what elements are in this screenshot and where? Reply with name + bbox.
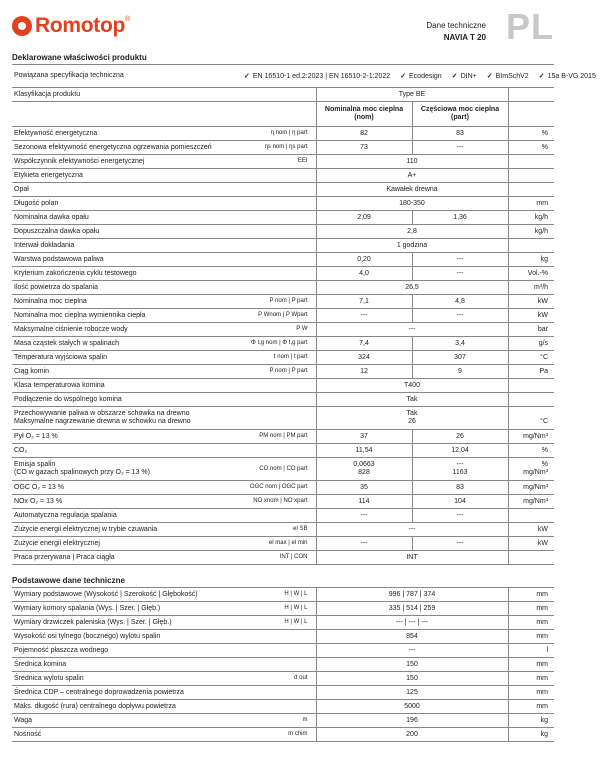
property-symbol: P W (242, 323, 316, 337)
property-value-nom: 35 (316, 481, 412, 495)
property-value-part: 9 (412, 365, 508, 379)
property-label: Masa cząstek stałych w spalinach (12, 337, 242, 351)
property-label: Klasa temperaturowa komina (12, 379, 242, 393)
property-row (12, 225, 554, 239)
column-header-row (12, 102, 554, 127)
basic-data-symbol (242, 658, 316, 672)
property-unit: % mg/Nm³ (508, 458, 554, 481)
property-symbol (242, 509, 316, 523)
property-row (12, 197, 554, 211)
property-value-part: 26 (412, 430, 508, 444)
basic-data-label: Wysokość osi tylnego (bocznego) wylotu spalin (12, 630, 242, 644)
property-label: Temperatura wyjściowa spalin (12, 351, 242, 365)
basic-data-label: Wymiary drzwiczek paleniska (Wys. | Szer. | Głęb.) (12, 616, 242, 630)
property-unit (508, 155, 554, 169)
model-name: NAVIA T 20 (443, 33, 486, 42)
basic-data-value: 200 (316, 728, 508, 742)
property-label: Maksymalne ciśnienie robocze wody (12, 323, 242, 337)
property-value-nom: 0,20 (316, 253, 412, 267)
property-label: Przechowywanie paliwa w obszarze schowka na drewno Maksymalne nagrzewanie drewna w schowku na drewno (12, 407, 242, 430)
property-row (12, 509, 554, 523)
property-value-part: 12,04 (412, 444, 508, 458)
property-value-nom: 12 (316, 365, 412, 379)
property-row (12, 393, 554, 407)
property-row (12, 141, 554, 155)
basic-data-table (12, 587, 554, 742)
property-symbol: el SB (242, 523, 316, 537)
property-value-part: --- (412, 537, 508, 551)
property-symbol (242, 379, 316, 393)
property-value-nom: --- (316, 509, 412, 523)
property-symbol: P Wnom | P Wpart (242, 309, 316, 323)
property-unit: kW (508, 309, 554, 323)
property-row (12, 239, 554, 253)
property-value-nom: 4,0 (316, 267, 412, 281)
property-label: Ilość powietrza do spalania (12, 281, 242, 295)
basic-data-value: 335 | 514 | 259 (316, 602, 508, 616)
property-label: Dopuszczalna dawka opału (12, 225, 242, 239)
property-value-part: 104 (412, 495, 508, 509)
basic-data-row (12, 700, 554, 714)
property-value-nom: 82 (316, 127, 412, 141)
basic-data-label: Wymiary podstawowe (Wysokość | Szerokość | Głębokość) (12, 588, 242, 602)
property-value-part: --- 1163 (412, 458, 508, 481)
property-unit: m³/h (508, 281, 554, 295)
property-unit (508, 183, 554, 197)
property-label: Emisja spalin (CO w gazach spalinowych przy O₂ = 13 %) (12, 458, 242, 481)
property-unit: kg/h (508, 225, 554, 239)
logo-mark-icon (12, 16, 32, 36)
logo-text: Romotop (35, 14, 126, 37)
property-label: Długość polan (12, 197, 242, 211)
property-unit: kW (508, 295, 554, 309)
property-label: Opał (12, 183, 242, 197)
basic-data-value: --- | --- | --- (316, 616, 508, 630)
basic-data-value: 150 (316, 658, 508, 672)
property-row (12, 407, 554, 430)
doc-subtitle: Dane techniczne (426, 21, 486, 30)
property-row (12, 379, 554, 393)
property-value-part: 307 (412, 351, 508, 365)
property-row (12, 267, 554, 281)
property-row (12, 295, 554, 309)
property-label: Zużycie energii elektrycznej w trybie czuwania (12, 523, 242, 537)
property-value-part: --- (412, 141, 508, 155)
basic-data-value: --- (316, 644, 508, 658)
check-icon: ✓ (451, 72, 458, 80)
basic-data-row (12, 686, 554, 700)
basic-data-symbol: m (242, 714, 316, 728)
property-unit: bar (508, 323, 554, 337)
property-unit: kW (508, 537, 554, 551)
basic-data-row (12, 728, 554, 742)
basic-data-label: Waga (12, 714, 242, 728)
property-label: CO₂ (12, 444, 242, 458)
basic-data-value: 150 (316, 672, 508, 686)
property-symbol (242, 393, 316, 407)
property-value: Tak 26 (316, 407, 508, 430)
spec-item: ✓ EN 16510-1 ed.2:2023 | EN 16510-2-1:2022 (244, 72, 391, 80)
declared-properties-table (12, 64, 596, 565)
property-symbol (242, 197, 316, 211)
property-unit (508, 379, 554, 393)
col-header-part: Częściowa moc cieplna (part) (412, 102, 508, 127)
property-symbol: OGC nom | OGC part (242, 481, 316, 495)
property-row (12, 281, 554, 295)
property-label: NOx O₂ = 13 % (12, 495, 242, 509)
classification-row (12, 88, 554, 102)
property-symbol: PM nom | PM part (242, 430, 316, 444)
property-unit: °C (508, 351, 554, 365)
basic-data-label: Wymiary komory spalania (Wys. | Szer. | Głęb.) (12, 602, 242, 616)
basic-data-unit: mm (508, 700, 554, 714)
property-value-nom: 37 (316, 430, 412, 444)
property-row (12, 211, 554, 225)
basic-data-unit: l (508, 644, 554, 658)
property-row (12, 127, 554, 141)
property-label: Ciąg komin (12, 365, 242, 379)
romotop-logo: Romotop ® (12, 14, 130, 38)
property-label: Automatyczna regulacja spalania (12, 509, 242, 523)
property-symbol: t nom | t part (242, 351, 316, 365)
property-symbol: INT | CON (242, 551, 316, 565)
col-header-nom: Nominalna moc cieplna (nom) (316, 102, 412, 127)
basic-data-symbol (242, 630, 316, 644)
property-row (12, 430, 554, 444)
property-symbol: CO nom | CO part (242, 458, 316, 481)
property-symbol (242, 211, 316, 225)
basic-data-label: Maks. długość (rura) centralnego dopływu powietrza (12, 700, 242, 714)
property-value-part: --- (412, 253, 508, 267)
spec-items (242, 65, 596, 88)
property-unit: % (508, 127, 554, 141)
property-value-nom: 0,0663 828 (316, 458, 412, 481)
property-label: Interwał dokładania (12, 239, 242, 253)
basic-data-symbol: H | W | L (242, 616, 316, 630)
classification-label: Klasyfikacja produktu (12, 88, 242, 102)
spec-row (12, 65, 554, 88)
property-row (12, 495, 554, 509)
property-symbol: P nom | P part (242, 365, 316, 379)
section-title-basic: Podstawowe dane techniczne (12, 576, 125, 585)
basic-data-row (12, 644, 554, 658)
property-symbol (242, 183, 316, 197)
property-label: Sezonowa efektywność energetyczna ogrzewania pomieszczeń (12, 141, 242, 155)
property-value-part: 3,4 (412, 337, 508, 351)
property-row (12, 337, 554, 351)
property-symbol (242, 169, 316, 183)
basic-data-value: 125 (316, 686, 508, 700)
property-label: Warstwa podstawowa paliwa (12, 253, 242, 267)
property-symbol: NO xnom | NO xpart (242, 495, 316, 509)
basic-data-unit: mm (508, 588, 554, 602)
basic-data-row (12, 630, 554, 644)
basic-data-unit: kg (508, 728, 554, 742)
property-symbol (242, 225, 316, 239)
property-unit: kg (508, 253, 554, 267)
basic-data-unit: kg (508, 714, 554, 728)
property-row (12, 551, 554, 565)
property-row (12, 365, 554, 379)
property-label: Pył O₂ = 13 % (12, 430, 242, 444)
property-value-nom: 114 (316, 495, 412, 509)
spec-item: ✓ 15a B-VG 2015 (538, 72, 596, 80)
property-unit: kg/h (508, 211, 554, 225)
basic-data-row (12, 672, 554, 686)
property-unit: mm (508, 197, 554, 211)
property-row (12, 309, 554, 323)
property-value: --- (316, 323, 508, 337)
property-label: Etykieta energetyczna (12, 169, 242, 183)
property-unit: °C (508, 407, 554, 430)
basic-data-row (12, 616, 554, 630)
property-unit: Pa (508, 365, 554, 379)
doc-heading (426, 20, 486, 44)
basic-data-label: Średnica wylotu spalin (12, 672, 242, 686)
property-value-part: 4,8 (412, 295, 508, 309)
basic-data-value: 5000 (316, 700, 508, 714)
property-value-nom: 7,4 (316, 337, 412, 351)
basic-data-symbol: m chim (242, 728, 316, 742)
property-unit: Vol.-% (508, 267, 554, 281)
property-label: Efektywność energetyczna (12, 127, 242, 141)
check-icon: ✓ (244, 72, 250, 80)
property-value-nom: 2,09 (316, 211, 412, 225)
property-row (12, 458, 554, 481)
basic-data-symbol (242, 644, 316, 658)
basic-data-row (12, 714, 554, 728)
property-unit: mg/Nm³ (508, 481, 554, 495)
property-symbol (242, 267, 316, 281)
classification-value: Type BE (316, 88, 508, 102)
property-value-nom: 11,54 (316, 444, 412, 458)
property-unit: g/s (508, 337, 554, 351)
property-value: --- (316, 523, 508, 537)
property-unit (508, 509, 554, 523)
property-symbol: η nom | η part (242, 127, 316, 141)
basic-data-label: Pojemność płaszcza wodnego (12, 644, 242, 658)
property-value: Kawałek drewna (316, 183, 508, 197)
basic-data-symbol (242, 700, 316, 714)
basic-data-row (12, 658, 554, 672)
property-value: 1 godzina (316, 239, 508, 253)
basic-data-label: Średnica CDP – centralnego doprowadzenia powietrza (12, 686, 242, 700)
property-value-nom: 7,1 (316, 295, 412, 309)
property-symbol: el max | el min (242, 537, 316, 551)
spec-label: Powiązana specyfikacja techniczna (12, 65, 242, 88)
property-value: 110 (316, 155, 508, 169)
basic-data-unit: mm (508, 602, 554, 616)
basic-data-row (12, 588, 554, 602)
spec-item: ✓ BImSchV2 (486, 72, 529, 80)
property-value: T400 (316, 379, 508, 393)
property-row (12, 537, 554, 551)
property-symbol (242, 239, 316, 253)
spec-item: ✓ DIN+ (451, 72, 477, 80)
property-value: 180-350 (316, 197, 508, 211)
basic-data-label: Średnica komina (12, 658, 242, 672)
property-value-nom: --- (316, 309, 412, 323)
property-symbol (242, 444, 316, 458)
property-value-nom: --- (316, 537, 412, 551)
property-unit (508, 551, 554, 565)
property-value-nom: 324 (316, 351, 412, 365)
property-value: A+ (316, 169, 508, 183)
property-label: Podłączenie do wspólnego komina (12, 393, 242, 407)
property-value-part: 1,36 (412, 211, 508, 225)
property-value-part: --- (412, 309, 508, 323)
property-label: Współczynnik efektywności energetycznej (12, 155, 242, 169)
page-header (0, 0, 566, 52)
property-label: Zużycie energii elektrycznej (12, 537, 242, 551)
property-symbol: Φ t,g nom | Φ t,g part (242, 337, 316, 351)
language-code: PL (505, 6, 554, 47)
basic-data-row (12, 602, 554, 616)
property-value-part: --- (412, 509, 508, 523)
property-label: Nominalna dawka opału (12, 211, 242, 225)
property-row (12, 523, 554, 537)
property-row (12, 481, 554, 495)
property-row (12, 253, 554, 267)
basic-data-unit: mm (508, 686, 554, 700)
basic-data-value: 854 (316, 630, 508, 644)
property-row (12, 351, 554, 365)
property-value: 2,8 (316, 225, 508, 239)
property-label: OGC O₂ = 13 % (12, 481, 242, 495)
basic-data-label: Nośność (12, 728, 242, 742)
property-value: 26,5 (316, 281, 508, 295)
property-unit (508, 393, 554, 407)
property-row (12, 323, 554, 337)
property-label: Nominalna moc cieplna (12, 295, 242, 309)
property-value-part: --- (412, 267, 508, 281)
basic-data-unit: mm (508, 658, 554, 672)
property-symbol (242, 281, 316, 295)
basic-data-unit: mm (508, 672, 554, 686)
basic-data-symbol: d out (242, 672, 316, 686)
property-label: Kryterium zakończenia cyklu testowego (12, 267, 242, 281)
check-icon: ✓ (538, 72, 545, 80)
spec-item: ✓ Ecodesign (400, 72, 442, 80)
property-value: Tak (316, 393, 508, 407)
property-unit: mg/Nm³ (508, 430, 554, 444)
property-unit (508, 239, 554, 253)
basic-data-unit: mm (508, 630, 554, 644)
property-value-nom: 73 (316, 141, 412, 155)
property-unit: % (508, 141, 554, 155)
basic-data-unit: mm (508, 616, 554, 630)
property-label: Praca przerywana | Praca ciągła (12, 551, 242, 565)
property-row (12, 183, 554, 197)
property-value: INT (316, 551, 508, 565)
property-row (12, 444, 554, 458)
property-symbol: P nom | P part (242, 295, 316, 309)
check-icon: ✓ (486, 72, 493, 80)
property-row (12, 155, 554, 169)
check-icon: ✓ (400, 72, 407, 80)
property-value-part: 83 (412, 127, 508, 141)
property-unit (508, 169, 554, 183)
property-symbol (242, 253, 316, 267)
basic-data-symbol (242, 686, 316, 700)
property-symbol: ηs nom | ηs part (242, 141, 316, 155)
basic-data-symbol: H | W | L (242, 588, 316, 602)
property-symbol: EEI (242, 155, 316, 169)
basic-data-symbol: H | W | L (242, 602, 316, 616)
property-row (12, 169, 554, 183)
property-label: Nominalna moc cieplna wymiennika ciepła (12, 309, 242, 323)
section-title-declared: Deklarowane właściwości produktu (12, 53, 147, 62)
property-value-part: 83 (412, 481, 508, 495)
property-unit: % (508, 444, 554, 458)
property-symbol (242, 407, 316, 430)
basic-data-value: 996 | 787 | 374 (316, 588, 508, 602)
property-unit: kW (508, 523, 554, 537)
basic-data-value: 196 (316, 714, 508, 728)
property-unit: mg/Nm³ (508, 495, 554, 509)
